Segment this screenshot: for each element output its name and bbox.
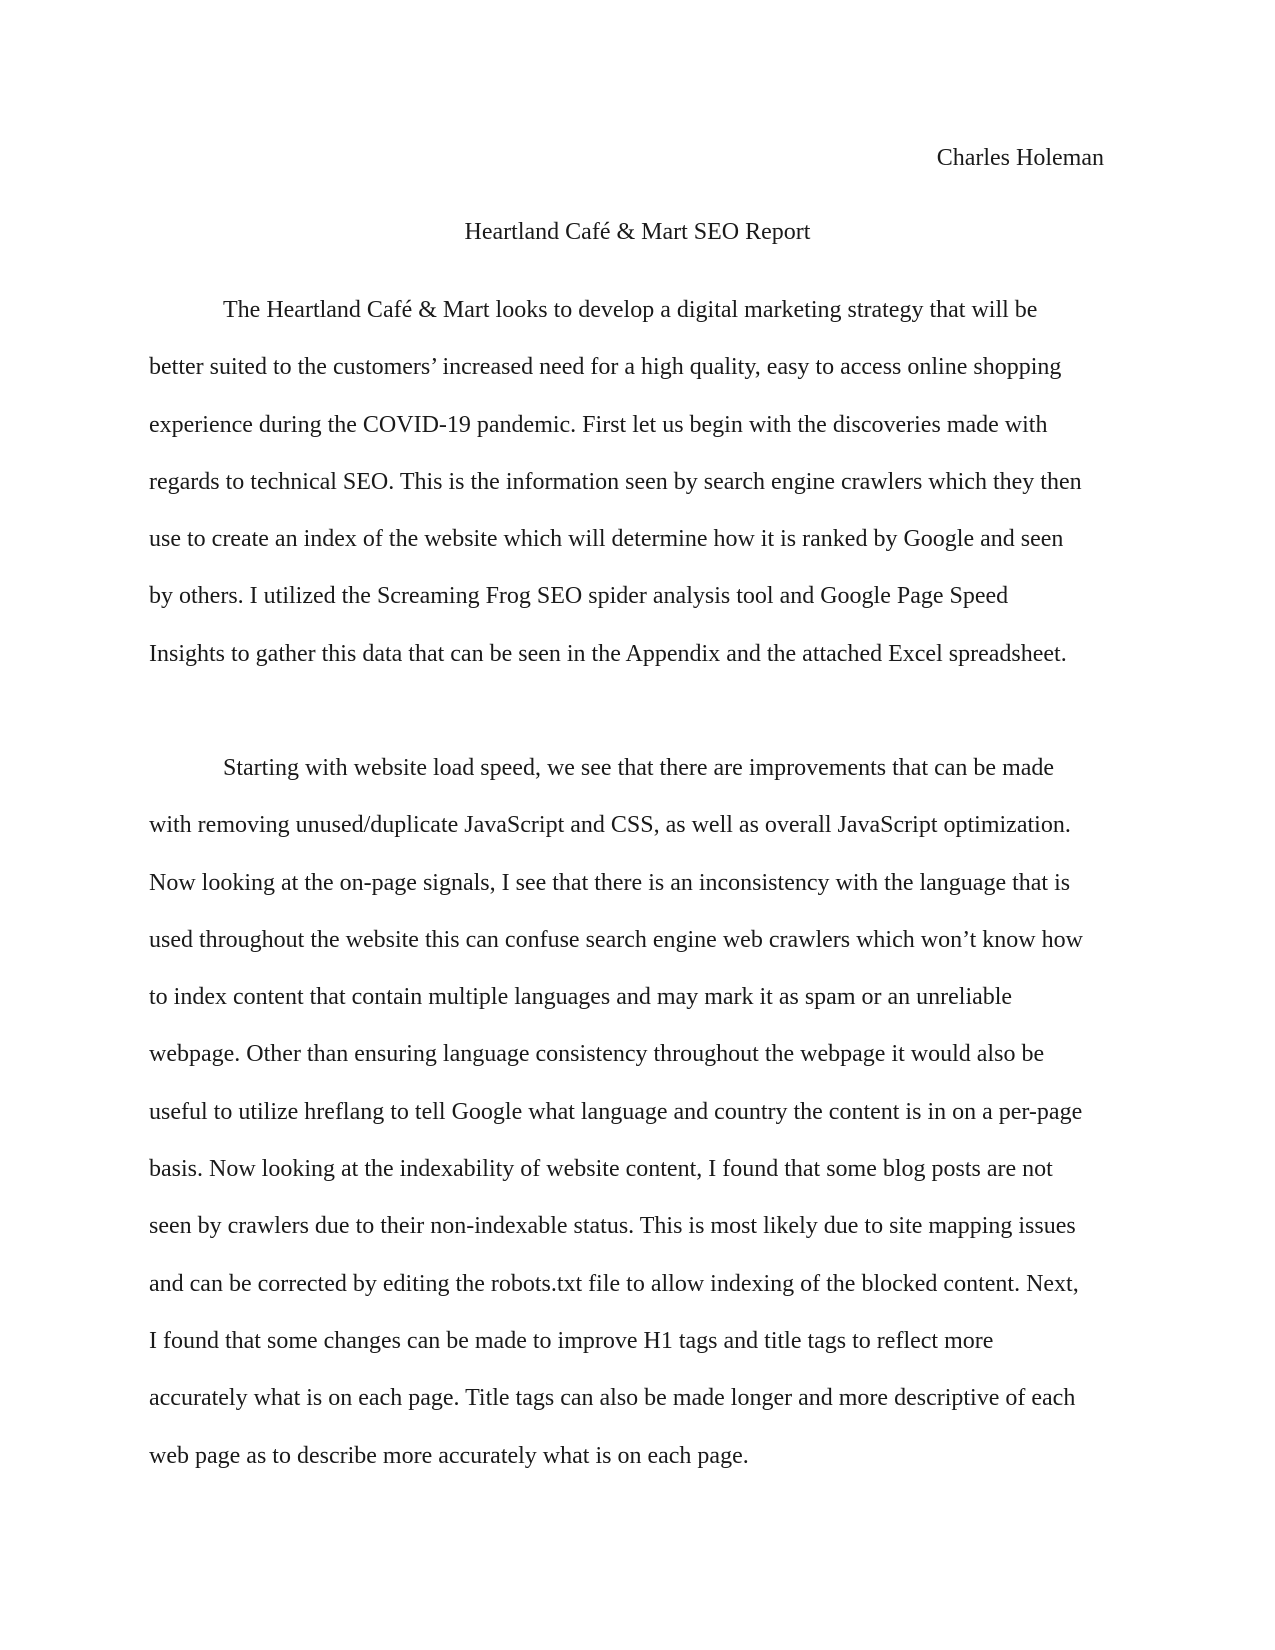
paragraph-line: by others. I utilized the Screaming Frog SEO spider analysis tool and Google Page Speed [149, 583, 1009, 610]
paragraph-line: regards to technical SEO. This is the information seen by search engine crawlers which they then [149, 468, 1082, 495]
paragraph-line: Insights to gather this data that can be seen in the Appendix and the attached Excel spreadsheet. [149, 640, 1067, 667]
paragraph-line: web page as to describe more accurately what is on each page. [149, 1442, 749, 1469]
paragraph-line: useful to utilize hreflang to tell Google what language and country the content is in on a per-page [149, 1098, 1083, 1125]
paragraph-line: used throughout the website this can confuse search engine web crawlers which won’t know how [149, 926, 1083, 953]
paragraph-line: basis. Now looking at the indexability of website content, I found that some blog posts are not [149, 1156, 1053, 1183]
paragraph-line: Now looking at the on-page signals, I see that there is an inconsistency with the language that is [149, 869, 1071, 896]
paragraph-findings [149, 753, 1123, 1498]
paragraph-line: and can be corrected by editing the robots.txt file to allow indexing of the blocked content. Next, [149, 1270, 1079, 1297]
paragraph-line: Starting with website load speed, we see that there are improvements that can be made [223, 755, 1055, 781]
paragraph-line: to index content that contain multiple languages and may mark it as spam or an unreliable [149, 984, 1013, 1011]
paragraph-line: accurately what is on each page. Title tags can also be made longer and more descriptive of each [149, 1385, 1076, 1412]
paragraph-line: use to create an index of the website which will determine how it is ranked by Google and seen [149, 526, 1064, 553]
paragraph-line: experience during the COVID-19 pandemic. First let us begin with the discoveries made with [149, 411, 1048, 438]
paragraph-line: with removing unused/duplicate JavaScript and CSS, as well as overall JavaScript optimization. [149, 812, 1071, 839]
paragraph-line: The Heartland Café & Mart looks to develop a digital marketing strategy that will be [223, 297, 1038, 323]
paragraph-line: I found that some changes can be made to improve H1 tags and title tags to reflect more [149, 1327, 994, 1354]
paragraph-line: seen by crawlers due to their non-indexable status. This is most likely due to site mapping issues [149, 1213, 1076, 1240]
paragraph-intro [149, 295, 1123, 696]
author-name: Charles Holeman [936, 145, 1104, 171]
document-title: Heartland Café & Mart SEO Report [464, 219, 811, 245]
paragraph-line: webpage. Other than ensuring language consistency throughout the webpage it would also be [149, 1041, 1045, 1068]
paragraph-line: better suited to the customers’ increased need for a high quality, easy to access online shopping [149, 354, 1062, 381]
